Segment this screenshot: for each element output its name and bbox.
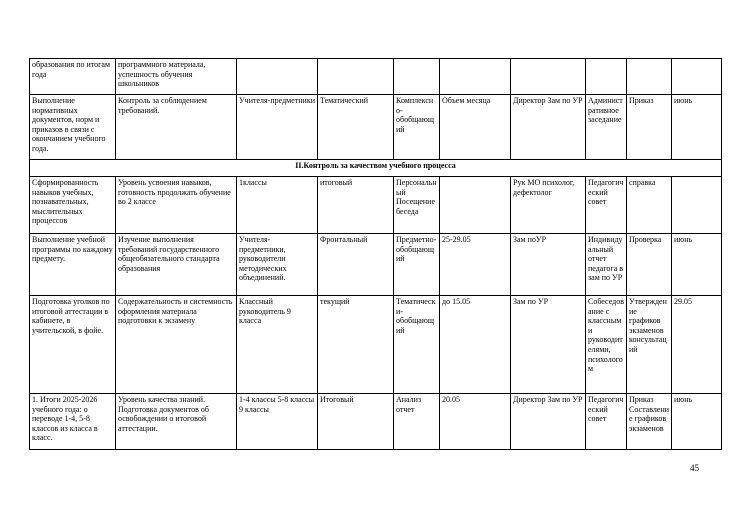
table-cell — [672, 177, 722, 234]
table-cell: 25-29.05 — [440, 234, 511, 296]
table-cell: Утверждение графиков экзаменов консультаций — [627, 296, 672, 394]
table-cell — [672, 59, 722, 95]
table-cell: Зам поУР — [511, 234, 586, 296]
table-row — [30, 296, 722, 394]
table-cell: 29.05 — [672, 296, 722, 394]
table-row — [30, 95, 722, 160]
table-cell: Итоговый — [318, 394, 394, 450]
table-cell: Классный руководитель 9 класса — [237, 296, 318, 394]
table-cell: Педагогический совет — [586, 177, 627, 234]
table-cell: Персональный Посещение беседа — [394, 177, 440, 234]
table-cell: июнь — [672, 394, 722, 450]
table-cell: Изучение выполнения требований государственного общеобязательного стандарта образования — [116, 234, 237, 296]
table-cell: 1классы — [237, 177, 318, 234]
table-cell: Зам по УР — [511, 296, 586, 394]
table-cell: образования по итогам года — [30, 59, 116, 95]
table-cell — [394, 59, 440, 95]
table-cell: Сформированность навыков учебных, познавательных, мыслительных процессов — [30, 177, 116, 234]
table-cell: Педагогический совет — [586, 394, 627, 450]
table-cell: Директор Зам по УР — [511, 394, 586, 450]
table-row — [30, 234, 722, 296]
table-cell — [511, 59, 586, 95]
table-cell: 1-4 классы 5-8 классы 9 классы — [237, 394, 318, 450]
table-cell: Приказ Составление графиков экзаменов — [627, 394, 672, 450]
page-number: 45 — [690, 463, 699, 473]
table-cell: июнь — [672, 95, 722, 160]
table-cell: до 15.05 — [440, 296, 511, 394]
table-cell: Учителя-предметники — [237, 95, 318, 160]
table-cell: Тематический — [318, 95, 394, 160]
table-cell: Объем месяца — [440, 95, 511, 160]
table-cell: Выполнение учебной программы по каждому предмету. — [30, 234, 116, 296]
table-cell — [237, 59, 318, 95]
table-cell — [440, 177, 511, 234]
table-cell: Учителя-предметники, руководители методических объединений. — [237, 234, 318, 296]
table-cell: справка — [627, 177, 672, 234]
table-cell: Подготовка уголков по итоговой аттестации в кабинете, в учительской, в фойе. — [30, 296, 116, 394]
table-cell — [440, 59, 511, 95]
table-row — [30, 59, 722, 95]
table-cell: Уровень усвоения навыков, готовность продолжать обучение во 2 классе — [116, 177, 237, 234]
table-cell — [318, 59, 394, 95]
table-cell: 1. Итоги 2025-2026 учебного года: о переводе 1-4, 5-8 классов из класса в класс. — [30, 394, 116, 450]
table-cell: Приказ — [627, 95, 672, 160]
table-cell: Тематически-обобщающий — [394, 296, 440, 394]
table-cell: программного материала, успешность обучения школьников — [116, 59, 237, 95]
table-cell: Административное заседание — [586, 95, 627, 160]
table-cell: Содержательность и системность оформления материала подготовки к экзамену — [116, 296, 237, 394]
table-cell: Собеседование с классными руководителями, психологом — [586, 296, 627, 394]
table-cell — [586, 59, 627, 95]
table-cell: июнь — [672, 234, 722, 296]
table-cell: Уровень качества знаний. Подготовка документов об освобождении о итоговой аттестации. — [116, 394, 237, 450]
table-cell: Контроль за соблюдением требований. — [116, 95, 237, 160]
table-cell: Фронтальный — [318, 234, 394, 296]
table-cell: Проверка — [627, 234, 672, 296]
table-cell: 20.05 — [440, 394, 511, 450]
section-title: II.Контроль за качеством учебного процесса — [30, 160, 722, 177]
table-cell: Предметно-обобщающий — [394, 234, 440, 296]
table-row — [30, 394, 722, 450]
table-cell: Индивидуальный отчет педагога в зам по УР — [586, 234, 627, 296]
control-plan-table — [29, 58, 722, 450]
table-cell: Рук МО психолог, дефектолог — [511, 177, 586, 234]
table-cell: итоговый — [318, 177, 394, 234]
table-cell: Выполнение нормативных документов, норм и приказов в связи с окончанием учебного года. — [30, 95, 116, 160]
table-cell: текущий — [318, 296, 394, 394]
table-cell: Комплексно-обобщающий — [394, 95, 440, 160]
table-cell: Анализ отчет — [394, 394, 440, 450]
table-cell: Директор Зам по УР — [511, 95, 586, 160]
table-row — [30, 177, 722, 234]
section-row — [30, 160, 722, 177]
table-cell — [627, 59, 672, 95]
